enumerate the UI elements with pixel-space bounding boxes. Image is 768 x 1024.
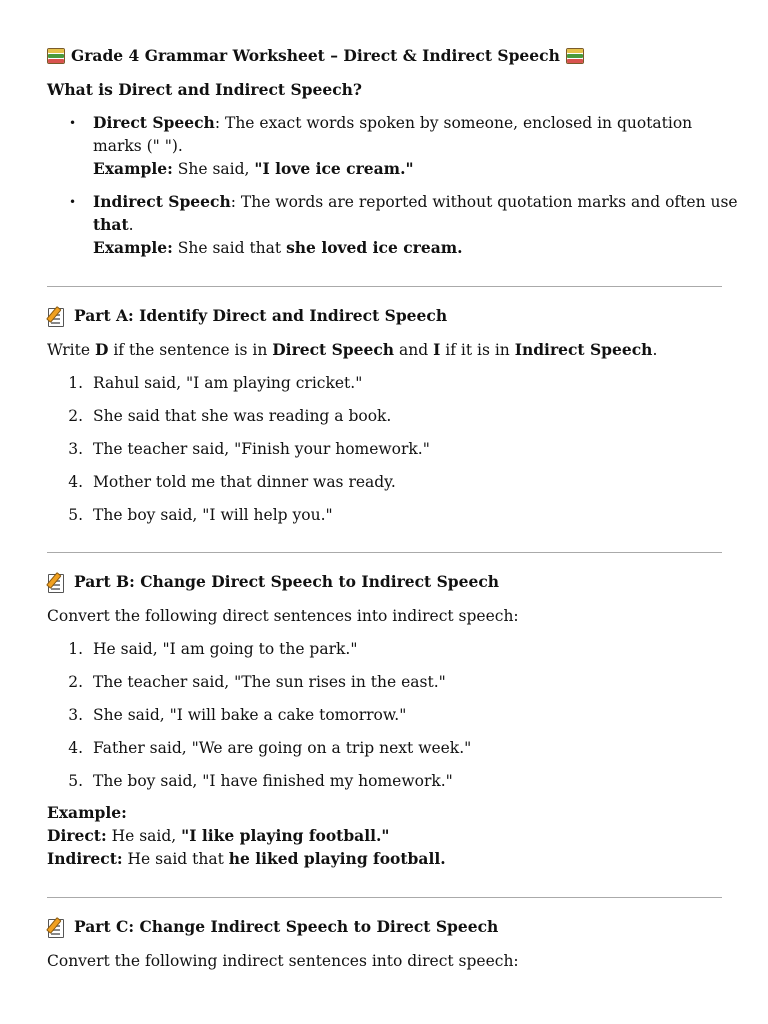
item-text: The teacher said, "Finish your homework.": [93, 440, 430, 458]
example-indirect: [93, 237, 463, 259]
part-a-heading: [47, 305, 447, 327]
item-text: He said, "I am going to the park.": [93, 640, 358, 658]
period: .: [128, 216, 134, 234]
desc-direct-2: marks (" ").: [93, 137, 183, 155]
part-b-example-direct: [47, 825, 389, 847]
item-number: 2.: [68, 407, 83, 425]
item-number: 1.: [68, 374, 83, 392]
bullet: •: [69, 116, 77, 130]
desc-indirect-2: [93, 214, 134, 236]
direct-label: Direct:: [47, 826, 107, 845]
item-number: 1.: [68, 640, 83, 658]
example-text: She said that: [172, 239, 287, 257]
item-number: 3.: [68, 440, 83, 458]
example-label: Example:: [93, 159, 173, 178]
desc-direct-1: : The exact words spoken by someone, enclosed in quotation: [214, 114, 693, 132]
example-bold: "I love ice cream.": [254, 159, 414, 178]
item-text: The teacher said, "The sun rises in the east.": [93, 673, 446, 691]
part-b-heading-text: Part B: Change Direct Speech to Indirect Speech: [74, 572, 500, 591]
title-text: Grade 4 Grammar Worksheet – Direct & Indirect Speech: [71, 46, 560, 65]
part-b-instructions: Convert the following direct sentences into indirect speech:: [47, 607, 519, 625]
memo-icon: [47, 917, 67, 937]
divider: [47, 552, 722, 553]
item-number: 4.: [68, 473, 83, 491]
bullet: •: [69, 195, 77, 209]
item-text: She said that she was reading a book.: [93, 407, 392, 425]
example-text: She said,: [172, 160, 255, 178]
part-b-example-indirect: [47, 848, 446, 870]
term-direct: Direct Speech: [93, 113, 215, 132]
indirect-label: Indirect:: [47, 849, 123, 868]
memo-icon: [47, 572, 67, 592]
instr-part: and: [394, 341, 434, 359]
part-a-instructions: [47, 339, 657, 361]
part-b-example-label: Example:: [47, 803, 127, 822]
indirect-text: He said that: [122, 850, 229, 868]
instr-part: if it is in: [440, 341, 515, 359]
that-word: that: [93, 215, 129, 234]
books-icon: [566, 48, 584, 64]
intro-heading: What is Direct and Indirect Speech?: [47, 80, 362, 99]
part-c-instructions: Convert the following indirect sentences into direct speech:: [47, 952, 519, 970]
part-b-heading: [47, 571, 499, 593]
item-text: Rahul said, "I am playing cricket.": [93, 374, 363, 392]
item-number: 5.: [68, 772, 83, 790]
worksheet-title: [47, 45, 584, 67]
instr-bold: D: [94, 340, 109, 359]
memo-icon: [47, 306, 67, 326]
part-c-heading: [47, 916, 498, 938]
item-text: The boy said, "I will help you.": [93, 506, 333, 524]
term-indirect: Indirect Speech: [93, 192, 231, 211]
instr-part: Write: [47, 341, 95, 359]
item-text: She said, "I will bake a cake tomorrow.": [93, 706, 407, 724]
indirect-bold: he liked playing football.: [228, 849, 446, 868]
example-bold: she loved ice cream.: [286, 238, 463, 257]
divider: [47, 286, 722, 287]
direct-bold: "I like playing football.": [181, 826, 390, 845]
instr-bold: Indirect Speech: [514, 340, 653, 359]
item-number: 2.: [68, 673, 83, 691]
item-number: 5.: [68, 506, 83, 524]
example-label: Example:: [93, 238, 173, 257]
desc-indirect-1: : The words are reported without quotation marks and often use: [230, 193, 738, 211]
books-icon: [47, 48, 65, 64]
instr-part: if the sentence is in: [108, 341, 273, 359]
instr-bold: I: [433, 340, 441, 359]
item-number: 4.: [68, 739, 83, 757]
instr-bold: Direct Speech: [272, 340, 395, 359]
item-text: Father said, "We are going on a trip next week.": [93, 739, 472, 757]
part-a-heading-text: Part A: Identify Direct and Indirect Speech: [74, 306, 448, 325]
example-direct: [93, 158, 414, 180]
item-text: The boy said, "I have finished my homework.": [93, 772, 453, 790]
divider: [47, 897, 722, 898]
instr-part: .: [652, 341, 658, 359]
item-number: 3.: [68, 706, 83, 724]
part-c-heading-text: Part C: Change Indirect Speech to Direct Speech: [74, 917, 499, 936]
item-text: Mother told me that dinner was ready.: [93, 473, 396, 491]
direct-text: He said,: [106, 827, 182, 845]
